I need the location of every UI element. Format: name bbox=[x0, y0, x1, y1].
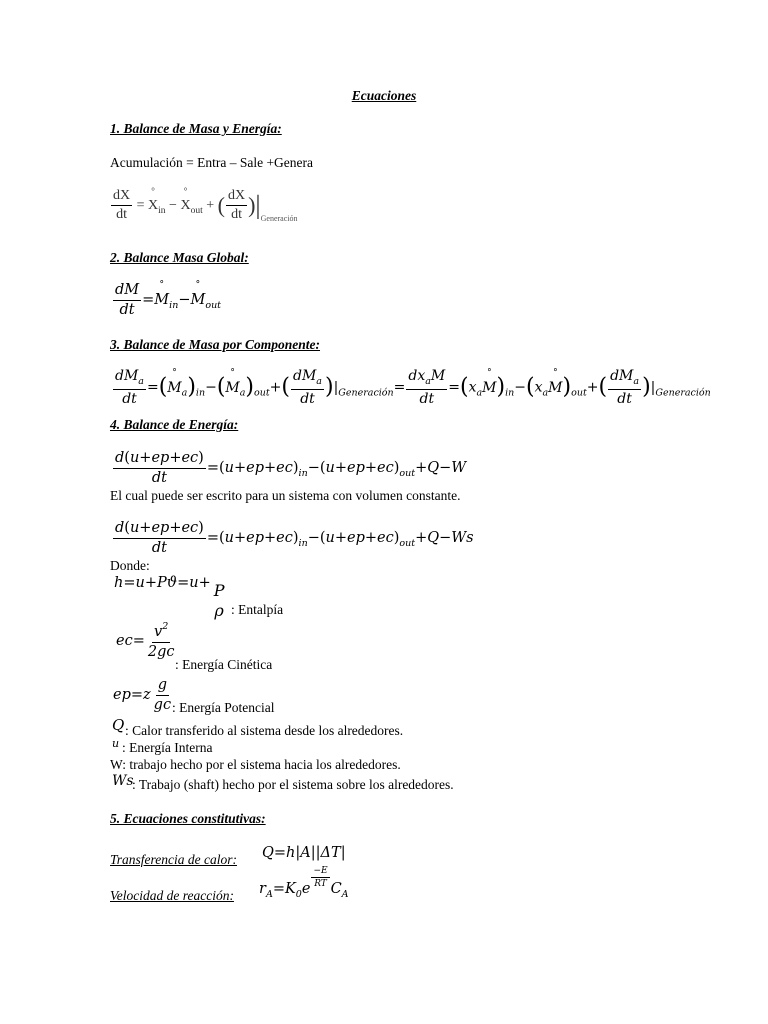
equation-reaction-rate: $r_A=K_0e$ $\frac{-E}{RT}$ $C_A$ bbox=[259, 866, 349, 900]
page-title: Ecuaciones bbox=[351, 88, 417, 103]
donde-label: Donde: bbox=[110, 558, 150, 573]
symbol-q: Q bbox=[112, 716, 125, 734]
equation-energy-balance: $\frac{d(u+ep+ec)}{dt}$ $=(u+ep+ec)_{in}-(u+ep+ec)_{out}+Q-W$ bbox=[115, 450, 467, 486]
q-desc: : Calor transferido al sistema desde los alrededores. bbox=[125, 723, 404, 738]
heading-balance-masa-energia: 1. Balance de Masa y Energía: bbox=[110, 121, 282, 136]
equation-enthalpy: h=u+Pϑ=u+ P ρ bbox=[114, 575, 225, 621]
equation-potential-energy: ep=z $\frac{g}{gc}$ bbox=[113, 677, 172, 713]
heading-ecuaciones-constitutivas: 5. Ecuaciones constitutivas: bbox=[110, 811, 266, 826]
equation-energy-balance-constant-volume: $\frac{d(u+ep+ec)}{dt}$ $=(u+ep+ec)_{in}-(u+ep+ec)_{out}+Q-Ws$ bbox=[115, 520, 474, 556]
equation-component-balance: $\frac{dM_a}{dt}$ =(° $M_a)_{in}-(^\circ$ $M_a)_{out}+$( $\frac{dM_a}{dt}$ )$|_{Generación}=$ $\frac{dx_aM}{dt}$ $=(x_a^\circ$ $M)_{in}-(x_a^\circ$ $M)_{out}+$( $\frac{dM_a}{dt}$ )$|_{Generación}$ bbox=[112, 368, 711, 407]
equation-general-balance: $\frac{dX}{dt}$ = ° $X_{in}$ − ° $X_{out}$ + ( $\frac{dX}{dt}$ )$|_{Generación}$ bbox=[110, 188, 298, 223]
kinetic-energy-desc: : Energía Cinética bbox=[175, 657, 273, 672]
u-desc: : Energía Interna bbox=[122, 740, 213, 755]
constant-volume-text: El cual puede ser escrito para un sistema con volumen constante. bbox=[110, 488, 461, 503]
symbol-ws: Ws bbox=[112, 773, 134, 789]
equation-mass-global: $\frac{dM}{dt}$ =° $M_{in}-^\circ$ $M_{out}$ bbox=[112, 282, 221, 318]
enthalpy-desc: : Entalpía bbox=[231, 602, 284, 617]
heading-balance-componente: 3. Balance de Masa por Componente: bbox=[110, 337, 321, 352]
equation-heat-transfer: Q=h|A||ΔT| bbox=[262, 845, 346, 861]
symbol-u: u bbox=[112, 737, 120, 750]
reaction-rate-label: Velocidad de reacción: bbox=[110, 888, 234, 903]
heat-transfer-label: Transferencia de calor: bbox=[110, 852, 237, 867]
potential-energy-desc: : Energía Potencial bbox=[172, 700, 275, 715]
heading-balance-masa-global: 2. Balance Masa Global: bbox=[110, 250, 249, 265]
ws-desc: : Trabajo (shaft) hecho por el sistema sobre los alrededores. bbox=[132, 777, 454, 792]
w-desc: W: trabajo hecho por el sistema hacia los alrededores. bbox=[110, 757, 401, 772]
accumulation-text: Acumulación = Entra – Sale +Genera bbox=[110, 155, 314, 170]
heading-balance-energia: 4. Balance de Energía: bbox=[110, 417, 239, 432]
equation-kinetic-energy: ec= $\frac{v^2}{2gc}$ bbox=[116, 621, 175, 660]
